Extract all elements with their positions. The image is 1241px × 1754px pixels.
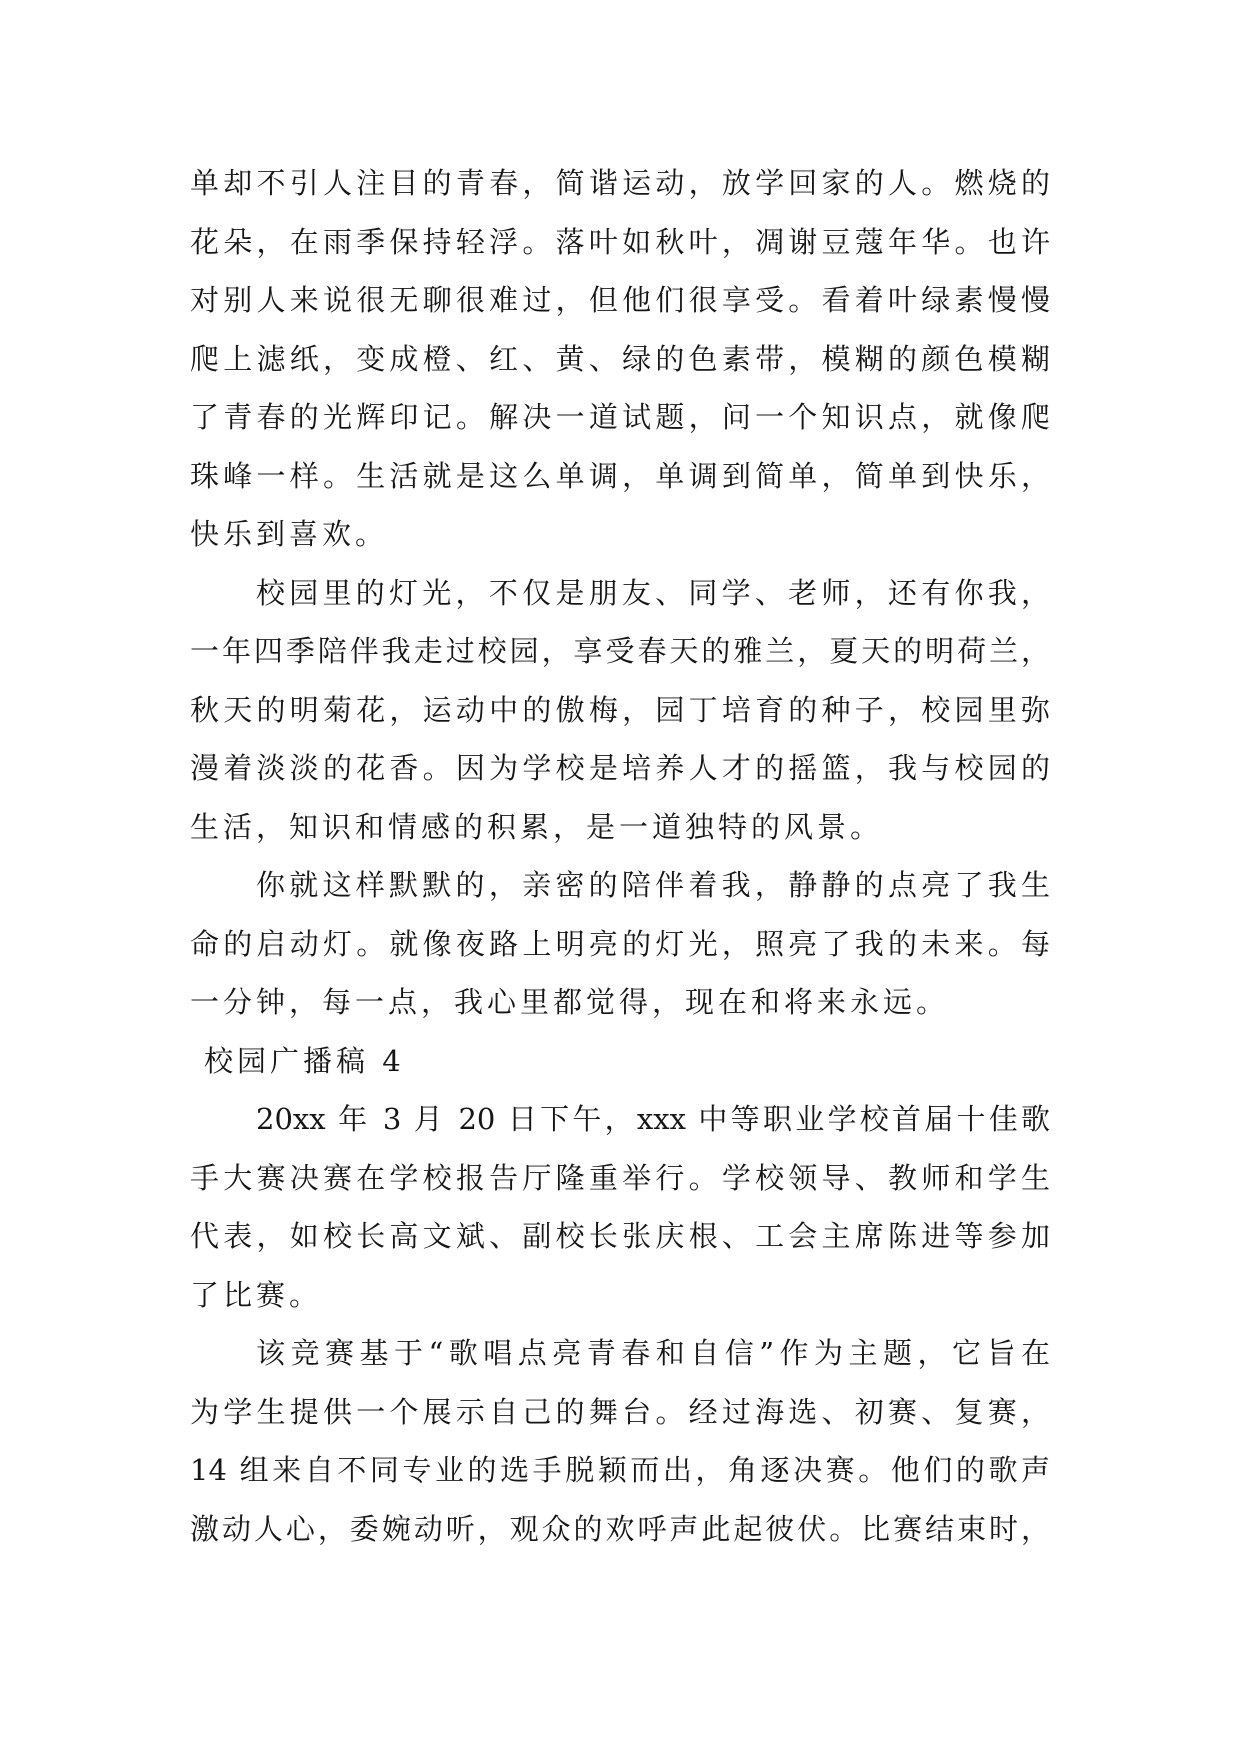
document-body (190, 154, 1050, 1558)
text-line: 激动人心，委婉动听，观众的欢呼声此起彼伏。比赛结束时， (190, 1511, 1050, 1546)
text-line: 了青春的光辉印记。解决一道试题，问一个知识点，就像爬 (190, 400, 1050, 434)
paragraph (190, 154, 1050, 564)
text-line: 为学生提供一个展示自己的舞台。经过海选、初赛、复赛， (190, 1394, 1050, 1429)
text-line: 校园里的灯光，不仅是朋友、同学、老师，还有你我， (256, 575, 1050, 610)
text-line: 单却不引人注目的青春，简谐运动，放学回家的人。燃烧的 (190, 166, 1050, 200)
text-line: 生活，知识和情感的积累，是一道独特的风景。 (190, 809, 884, 844)
text-line: 秋天的明菊花，运动中的傲梅，园丁培育的种子，校园里弥 (190, 692, 1050, 727)
text-line: 珠峰一样。生活就是这么单调，单调到简单，简单到快乐， (190, 458, 1050, 493)
paragraph (190, 1090, 1050, 1324)
text-line: 爬上滤纸，变成橙、红、黄、绿的色素带，模糊的颜色模糊 (190, 341, 1050, 376)
paragraph (190, 856, 1050, 1032)
text-line: 你就这样默默的，亲密的陪伴着我，静静的点亮了我生 (256, 868, 1050, 902)
text-line: 花朵，在雨季保持轻浮。落叶如秋叶，凋谢豆蔻年华。也许 (190, 224, 1050, 259)
text-line: 14 组来自不同专业的选手脱颖而出，角逐决赛。他们的歌声 (190, 1453, 1050, 1487)
text-line: 快乐到喜欢。 (190, 517, 389, 551)
text-line: 手大赛决赛在学校报告厅隆重举行。学校领导、教师和学生 (190, 1160, 1050, 1195)
text-line: 漫着淡淡的花香。因为学校是培养人才的摇篮，我与校园的 (190, 751, 1050, 785)
text-line: 命的启动灯。就像夜路上明亮的灯光，照亮了我的未来。每 (190, 926, 1050, 961)
text-line: 对别人来说很无聊很难过，但他们很享受。看着叶绿素慢慢 (190, 283, 1050, 317)
paragraph (190, 1324, 1050, 1558)
paragraph (190, 564, 1050, 857)
text-line: 代表，如校长高文斌、副校长张庆根、工会主席陈进等参加 (190, 1219, 1050, 1253)
text-line: 一年四季陪伴我走过校园，享受春天的雅兰，夏天的明荷兰， (190, 634, 1050, 668)
text-line: 20xx 年 3 月 20 日下午，xxx 中等职业学校首届十佳歌 (256, 1102, 1050, 1136)
text-line: 一分钟，每一点，我心里都觉得，现在和将来永远。 (190, 985, 950, 1019)
text-line: 了比赛。 (190, 1277, 323, 1312)
section-heading: 校园广播稿 4 (204, 1043, 405, 1078)
text-line: 该竞赛基于“歌唱点亮青春和自信”作为主题，它旨在 (256, 1336, 1050, 1370)
